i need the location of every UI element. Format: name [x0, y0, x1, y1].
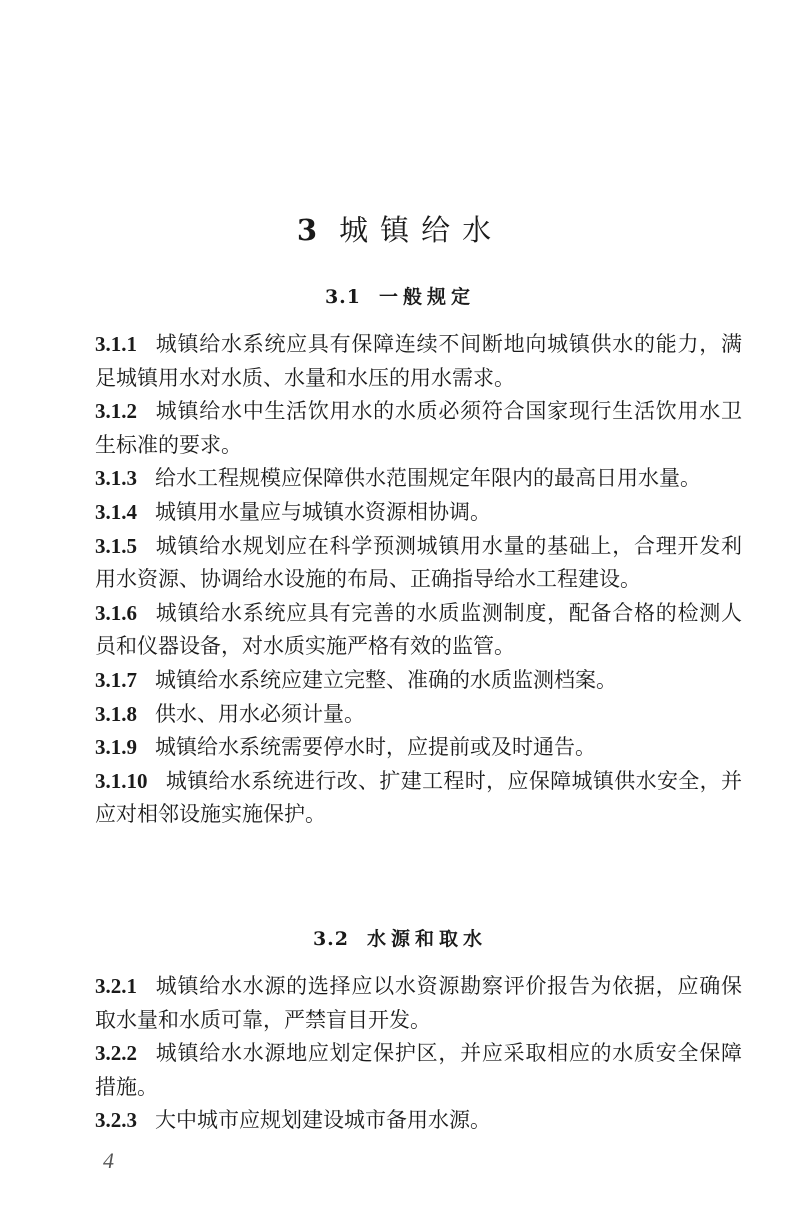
clause-text: 城镇给水中生活饮用水的水质必须符合国家现行生活饮用水卫生标准的要求。 — [95, 399, 742, 457]
clause-number: 3.1.3 — [95, 466, 137, 491]
clause-number: 3.1.6 — [95, 600, 137, 625]
clause-number: 3.2.1 — [95, 974, 137, 998]
chapter-title — [0, 208, 800, 249]
clause — [95, 597, 742, 664]
clause-text: 城镇给水系统应具有完善的水质监测制度，配备合格的检测人员和仪器设备，对水质实施严格有效的监管。 — [95, 600, 742, 659]
clause — [95, 731, 742, 765]
chapter-number: 3 — [296, 213, 330, 247]
section-number: 3.1 — [324, 286, 362, 308]
clause-text: 城镇给水系统应建立完整、准确的水质监测档案。 — [155, 667, 617, 692]
section-number: 3.2 — [312, 928, 350, 950]
section-clauses — [95, 970, 742, 1138]
clause — [95, 1104, 742, 1138]
clause-text: 城镇给水系统应具有保障连续不间断地向城镇供水的能力，满足城镇用水对水质、水量和水压的用水需求。 — [95, 332, 742, 390]
clause-text: 给水工程规模应保障供水范围规定年限内的最高日用水量。 — [155, 466, 701, 491]
clause-number: 3.1.10 — [95, 768, 148, 793]
clause-text: 城镇用水量应与城镇水资源相协调。 — [155, 499, 491, 524]
section-clauses — [95, 328, 742, 832]
clause — [95, 664, 742, 698]
clause-number: 3.1.8 — [95, 701, 137, 726]
clause — [95, 530, 742, 597]
section-heading — [0, 924, 800, 951]
clause-number: 3.1.7 — [95, 667, 137, 692]
section-title: 水源和取水 — [367, 928, 488, 950]
clause — [95, 765, 742, 832]
clause — [95, 698, 742, 732]
clause-text: 城镇给水水源地应划定保护区，并应采取相应的水质安全保障措施。 — [95, 1041, 742, 1099]
clause-text: 城镇给水系统需要停水时，应提前或及时通告。 — [155, 735, 596, 760]
clause-text: 城镇给水水源的选择应以水资源勘察评价报告为依据，应确保取水量和水质可靠，严禁盲目开发。 — [95, 974, 742, 1032]
clause-number: 3.2.3 — [95, 1108, 137, 1133]
chapter-title-text: 城镇给水 — [339, 213, 504, 247]
clause-text: 城镇给水规划应在科学预测城镇用水量的基础上，合理开发利用水资源、协调给水设施的布局、正确指导给水工程建设。 — [95, 533, 742, 592]
clause-number: 3.1.4 — [95, 499, 137, 524]
clause-number: 3.1.9 — [95, 735, 137, 760]
clause-number: 3.1.5 — [95, 533, 137, 558]
clause — [95, 1037, 742, 1104]
clause-number: 3.2.2 — [95, 1041, 137, 1066]
clause-text: 供水、用水必须计量。 — [155, 701, 365, 726]
clause-number: 3.1.1 — [95, 332, 137, 356]
section-heading — [0, 282, 800, 309]
clause — [95, 970, 742, 1037]
section-title: 一般规定 — [379, 286, 476, 308]
clause — [95, 395, 742, 462]
clause — [95, 462, 742, 496]
clause — [95, 496, 742, 530]
clause-text: 城镇给水系统进行改、扩建工程时，应保障城镇供水安全，并应对相邻设施实施保护。 — [95, 768, 742, 827]
clause-text: 大中城市应规划建设城市备用水源。 — [155, 1108, 491, 1133]
page-number: 4 — [103, 1148, 114, 1173]
clause — [95, 328, 742, 395]
clause-number: 3.1.2 — [95, 399, 137, 424]
